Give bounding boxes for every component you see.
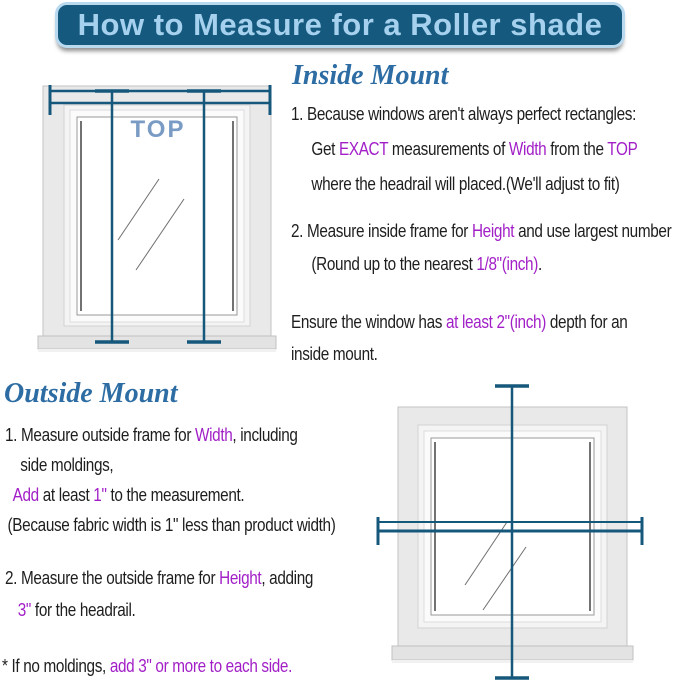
instruction-line: (Because fabric width is 1" less than product width) (7, 515, 336, 535)
outside-mount-step2 (5, 568, 313, 632)
instruction-line: Ensure the window has at least 2"(inch) depth for an (291, 312, 628, 332)
instruction-line: (Round up to the nearest 1/8"(inch). (311, 254, 542, 274)
inside-mount-step2 (291, 221, 671, 287)
instruction-line: Get EXACT measurements of Width from the TOP (311, 139, 638, 159)
instruction-line: 2. Measure inside frame for Height and use largest number (291, 221, 672, 241)
outside-mount-heading: Outside Mount (4, 378, 178, 409)
instruction-line: 2. Measure the outside frame for Height, adding (5, 568, 314, 588)
instruction-line: inside mount. (291, 344, 378, 364)
instruction-line: 1. Measure outside frame for Width, including (5, 425, 298, 445)
inside-mount-note (291, 312, 627, 376)
page-title: How to Measure for a Roller shade (55, 2, 625, 48)
instruction-line: 1. Because windows aren't always perfect rectangles: (291, 104, 636, 124)
outside-mount-window-diagram (365, 378, 665, 685)
instruction-line: 3" for the headrail. (17, 600, 136, 620)
instruction-line: * If no moldings, add 3" or more to each side. (2, 656, 293, 676)
outside-mount-footnote (2, 656, 292, 677)
inside-mount-heading: Inside Mount (292, 60, 449, 91)
instruction-line: Add at least 1" to the measurement. (12, 485, 245, 505)
instruction-line: side moldings, (20, 455, 114, 475)
top-label: TOP (130, 116, 186, 143)
window-sill (38, 336, 276, 349)
outside-mount-step1 (5, 425, 335, 545)
inside-mount-step1 (291, 104, 637, 209)
instruction-line: where the headrail will placed.(We'll adjust to fit) (311, 174, 620, 194)
inside-mount-window-diagram (30, 80, 280, 372)
